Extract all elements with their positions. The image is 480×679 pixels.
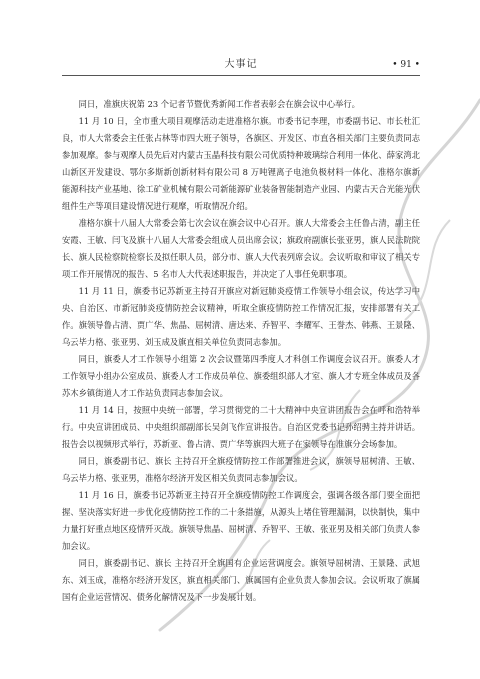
paragraph: 11 月 16 日，旗委书记苏新亚主持召开全旗疫情防控工作调度会，强调各级各部门要全面把握、坚决落实好进一步优化疫情防控工作的二十条措施，从源头上堵住管理漏洞，以快制快，集中力量打好重点地区疫情歼灭战。旗领导焦晶、屈树清、乔智平、王敏、张亚男及相关部门负责人参加会议。 <box>62 490 420 551</box>
chapter-title: 大事记 <box>224 59 258 70</box>
paragraph: 同日，旗委副书记、旗长 主持召开全旗国有企业运营调度会。旗领导屈树清、王景隆、武旭东、刘玉成，准格尔经济开发区，旗直相关部门、旗属国有企业负责人参加会议。会议听取了旗属国有企业运营情况、债务化解情况及下一步发展计划。 <box>62 558 420 602</box>
paragraph: 同日，旗委人才工作领导小组第 2 次会议暨第四季度人才科创工作调度会议召开。旗委人才工作领导小组办公室成员、旗委人才工作成员单位、旗委组织部人才室、旗人才专班全体成员及各苏木乡镇街道人才工作站负责同志参加会议。 <box>62 354 420 398</box>
paragraph: 11 月 10 日，全市重大项目观摩活动走进准格尔旗。市委书记李理，市委副书记、市长杜汇良，市人大常委会主任张占林等市四大班子领导，各旗区、开发区、市直各相关部门主要负责同志参加观摩。参与观摩人员先后对内蒙古玉晶科技有限公司优质特种玻璃综合利用一体化、薛家湾北山新区开发建设、鄂尔多斯新创新材料有限公司 8 万吨锂离子电池负极材料一体化、准格尔旗新能源科技产业基地、徐工矿业机械有限公司新能源矿业装备智能制造产业园、内蒙古天合光能光伏组件生产等项目建设情况进行观摩，听取情况介绍。 <box>62 116 420 211</box>
article-body <box>62 96 420 606</box>
running-header <box>62 58 420 74</box>
paragraph: 同日，准旗庆祝第 23 个记者节暨优秀新闻工作者表彰会在旗会议中心举行。 <box>78 99 360 109</box>
paragraph: 11 月 14 日，按照中央统一部署，学习贯彻党的二十大精神中央宣讲团报告会在呼和浩特举行。中央宣讲团成员、中央组织部副部长吴剑飞作宣讲报告。自治区党委书记孙绍骋主持并讲话。报告会以视频形式举行，苏新亚、鲁占清、贾广华等旗四大班子在家领导在准旗分会场参加。 <box>62 405 420 449</box>
page-number: • 91 • <box>392 60 420 70</box>
paragraph: 准格尔旗十八届人大常委会第七次会议在旗会议中心召开。旗人大常委会主任鲁占清，副主任安霞、王敏、闫飞及旗十八届人大常委会组成人员出席会议；旗政府副旗长张亚男，旗人民法院院长、旗人民检察院检察长及拟任职人员，部分市、旗人大代表列席会议。会议听取和审议了相关专项工作开展情况的报告、5 名市人大代表述职报告，并决定了人事任免职事项。 <box>62 218 420 279</box>
paragraph: 11 月 11 日，旗委书记苏新亚主持召开旗应对新冠肺炎疫情工作领导小组会议，传达学习中央、自治区、市新冠肺炎疫情防控会议精神，听取全旗疫情防控工作情况汇报，安排部署有关工作。旗领导鲁占清、贾广华、焦晶、屈树清、唐达来、乔智平、李耀军、王誉杰、韩燕、王景隆、乌云毕力格、张亚男、刘玉成及旗直相关单位负责同志参加。 <box>62 286 420 347</box>
paragraph: 同日，旗委副书记、旗长 主持召开全旗疫情防控工作部署推进会议，旗领导屈树清、王敏、乌云毕力格、张亚男，准格尔经济开发区相关负责同志参加会议。 <box>62 456 420 483</box>
header-rule <box>62 75 420 76</box>
